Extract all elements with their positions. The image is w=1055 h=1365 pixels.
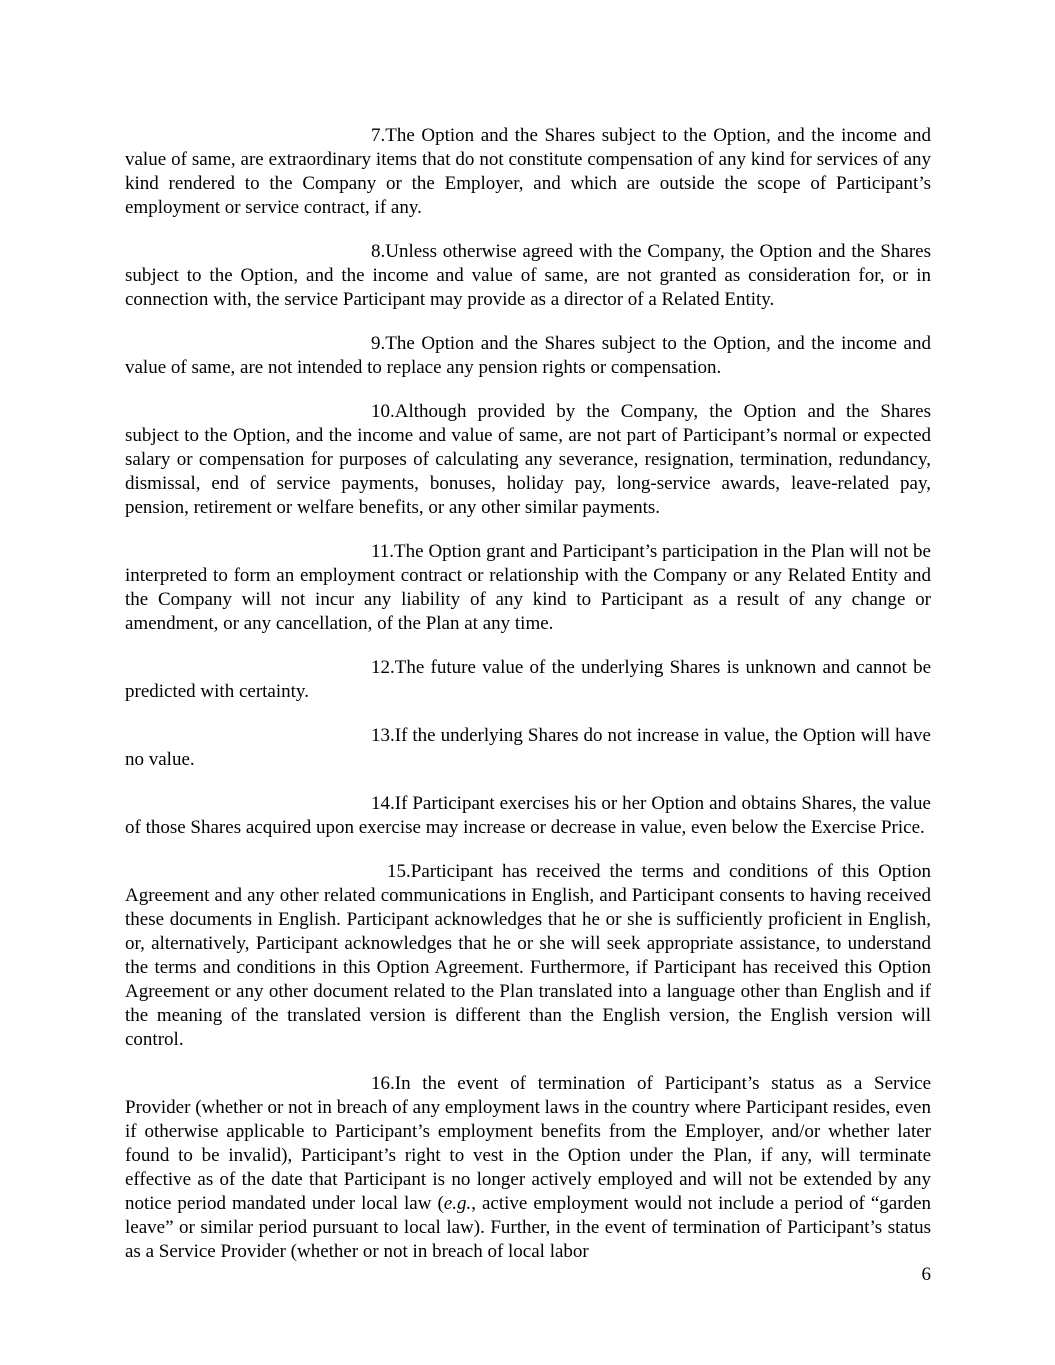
paragraph-text: The future value of the underlying Shares is unknown and cannot be predicted with certainty. [125, 657, 931, 702]
paragraph-9 [125, 332, 931, 380]
paragraph-14 [125, 792, 931, 840]
paragraph-13 [125, 724, 931, 772]
document-page [125, 124, 931, 1284]
paragraph-text: Unless otherwise agreed with the Company, the Option and the Shares subject to the Option, and the income and value of same, are not granted as consideration for, or in connection with, the service Participant may provide as a director of a Related Entity. [125, 241, 931, 310]
paragraph-number: 12. [371, 657, 395, 678]
paragraph-text: Participant has received the terms and conditions of this Option Agreement and any other related communications in English, and Participant consents to having received these documents in English. Participant acknowledges that he or she is sufficiently proficient in English, or, alternatively, Participant acknowledges that he or she will seek appropriate assistance, to understand the terms and conditions in this Option Agreement. Furthermore, if Participant has received this Option Agreement or any other document related to the Plan translated into a language other than English and if the meaning of the translated version is different than the English version, the English version will control. [125, 861, 931, 1050]
paragraph-text-after-italic: , active employment would not include a period of “garden leave” or similar period pursuant to local law). Further, in the event of termination of Participant’s status as a Service Provider (whether or not in breach of local labor [125, 1193, 931, 1262]
paragraph-text: The Option and the Shares subject to the Option, and the income and value of same, are extraordinary items that do not constitute compensation of any kind for services of any kind rendered to the Company or the Employer, and which are outside the scope of Participant’s employment or service contract, if any. [125, 125, 931, 218]
paragraph-number: 14. [371, 793, 395, 814]
paragraph-number: 7. [371, 125, 386, 146]
paragraph-16 [125, 1072, 931, 1264]
paragraph-15 [125, 860, 931, 1052]
paragraph-text-italic: e.g. [443, 1193, 472, 1214]
paragraph-12 [125, 656, 931, 704]
paragraph-number: 13. [371, 725, 395, 746]
page-number: 6 [921, 1264, 931, 1285]
paragraph-number: 15. [387, 861, 411, 882]
paragraph-text: The Option and the Shares subject to the Option, and the income and value of same, are not intended to replace any pension rights or compensation. [125, 333, 931, 378]
paragraph-number: 10. [371, 401, 395, 422]
paragraph-text-before-italic: In the event of termination of Participant’s status as a Service Provider (whether or not in breach of any employment laws in the country where Participant resides, even if otherwise applicable to Participant’s employment benefits from the Employer, and/or whether later found to be invalid), Participant’s right to vest in the Option under the Plan, if any, will terminate effective as of the date that Participant is no longer actively employed and will not be extended by any notice period mandated under local law ( [125, 1073, 931, 1214]
paragraph-number: 16. [371, 1073, 395, 1094]
paragraph-number: 8. [371, 241, 386, 262]
paragraph-11 [125, 540, 931, 636]
paragraph-7 [125, 124, 931, 220]
paragraph-text: Although provided by the Company, the Option and the Shares subject to the Option, and the income and value of same, are not part of Participant’s normal or expected salary or compensation for purposes of calculating any severance, resignation, termination, redundancy, dismissal, end of service payments, bonuses, holiday pay, long-service awards, leave-related pay, pension, retirement or welfare benefits, or any other similar payments. [125, 401, 931, 518]
paragraph-8 [125, 240, 931, 312]
paragraph-10 [125, 400, 931, 520]
paragraph-text: If the underlying Shares do not increase in value, the Option will have no value. [125, 725, 931, 770]
paragraph-number: 9. [371, 333, 386, 354]
paragraph-text: If Participant exercises his or her Option and obtains Shares, the value of those Shares acquired upon exercise may increase or decrease in value, even below the Exercise Price. [125, 793, 931, 838]
paragraph-text: The Option grant and Participant’s participation in the Plan will not be interpreted to form an employment contract or relationship with the Company or any Related Entity and the Company will not incur any liability of any kind to Participant as a result of any change or amendment, or any cancellation, of the Plan at any time. [125, 541, 931, 634]
paragraph-number: 11. [371, 541, 395, 562]
